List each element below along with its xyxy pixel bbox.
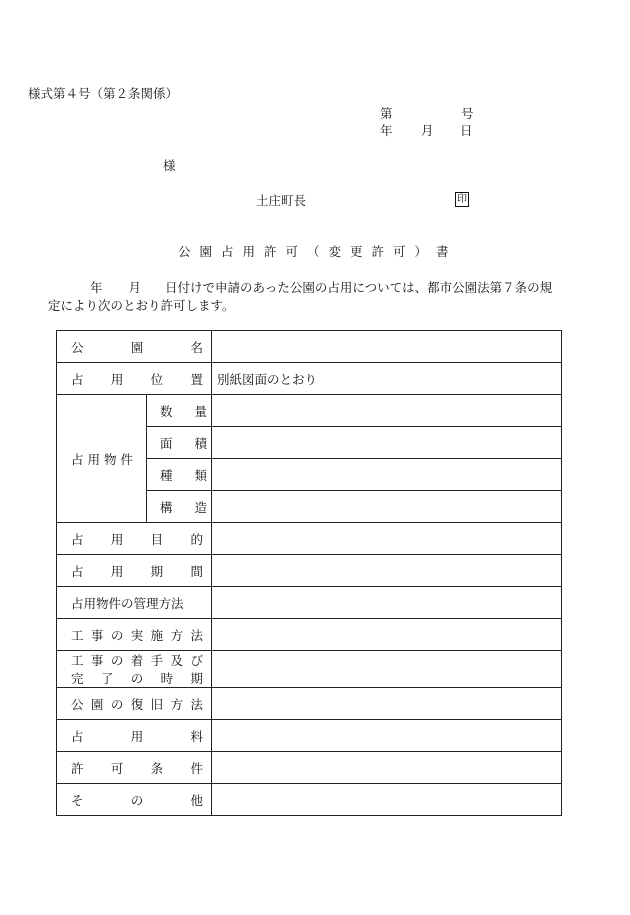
label-char: 用 [130, 728, 144, 744]
construction-method-label [57, 619, 212, 651]
construction-timing-value[interactable] [212, 651, 562, 688]
restoration-value[interactable] [212, 688, 562, 720]
row-conditions [57, 752, 562, 784]
quantity-value[interactable] [212, 395, 562, 427]
label-char: 方 [170, 696, 184, 712]
label-char: 了 [100, 671, 114, 686]
label-char: の [130, 792, 144, 808]
row-restoration [57, 688, 562, 720]
label-char: 的 [190, 531, 203, 547]
location-value[interactable]: 別紙図面のとおり [212, 363, 562, 395]
label-char: 及 [170, 653, 184, 668]
label-char: 施 [150, 627, 164, 643]
label-char: 種 [160, 467, 173, 483]
permit-table [56, 330, 562, 816]
label-char: 法 [190, 627, 203, 643]
label-char: 置 [190, 371, 203, 387]
body-month: 月 [128, 280, 142, 295]
label-char: 他 [190, 792, 204, 808]
area-label [147, 427, 212, 459]
label-char: 事 [90, 653, 104, 668]
quantity-label [147, 395, 212, 427]
structure-value[interactable] [212, 491, 562, 523]
row-management [57, 587, 562, 619]
construction-method-value[interactable] [212, 619, 562, 651]
label-char: 公 [71, 339, 84, 355]
label-char: 用 [110, 371, 124, 387]
label-char: そ [71, 792, 84, 808]
location-label [57, 363, 212, 395]
label-char: 数 [160, 403, 173, 419]
date-year-label: 年 [380, 123, 393, 138]
restoration-label [57, 688, 212, 720]
period-label [57, 555, 212, 587]
row-other [57, 784, 562, 816]
area-value[interactable] [212, 427, 562, 459]
park-name-value[interactable] [212, 331, 562, 363]
seal-stamp: 印 [457, 194, 467, 205]
label-char: の [110, 696, 124, 712]
label-char: 用 [110, 531, 124, 547]
type-value[interactable] [212, 459, 562, 491]
label-char: 占 [71, 563, 84, 579]
label-char: 許 [71, 760, 84, 776]
document-number-suffix: 号 [461, 106, 474, 121]
row-quantity [57, 395, 562, 427]
label-char: 復 [130, 696, 144, 712]
label-char: 構 [160, 499, 173, 515]
label-char: 占 [71, 371, 84, 387]
label-char: 実 [130, 627, 144, 643]
label-char: 時 [160, 671, 174, 686]
row-park-name [57, 331, 562, 363]
label-char: の [110, 653, 124, 668]
date-day-label: 日 [460, 123, 473, 138]
label-char: び [190, 653, 203, 668]
document-title: 公園占用許可（変更許可）書 [178, 244, 458, 259]
management-value[interactable] [212, 587, 562, 619]
label-char: 完 [71, 671, 84, 686]
label-char: 積 [194, 435, 208, 451]
label-char: 位 [150, 371, 164, 387]
row-construction-method [57, 619, 562, 651]
body-text-line1 [48, 278, 588, 296]
management-label: 占用物件の管理方法 [57, 587, 212, 619]
label-char: 占 [71, 728, 84, 744]
label-char: 期 [190, 671, 204, 686]
label-char: 量 [194, 403, 208, 419]
label-char: 園 [90, 696, 104, 712]
label-char: 期 [150, 563, 164, 579]
purpose-value[interactable] [212, 523, 562, 555]
issuer-name: 土庄町長 [256, 193, 307, 208]
label-char: 手 [150, 653, 164, 668]
label-char: 法 [190, 696, 203, 712]
label-char: 工 [71, 627, 84, 643]
label-char: 可 [110, 760, 124, 776]
label-char: 名 [190, 339, 204, 355]
label-char: の [130, 671, 144, 686]
body-line1-rest: 日付けで申請のあった公園の占用については、都市公園法第７条の規 [165, 280, 553, 295]
conditions-value[interactable] [212, 752, 562, 784]
date-month-label: 月 [421, 123, 434, 138]
row-construction-timing [57, 651, 562, 688]
occupied-objects-group-label: 占用物件 [57, 395, 147, 523]
conditions-label [57, 752, 212, 784]
fee-value[interactable] [212, 720, 562, 752]
row-fee [57, 720, 562, 752]
fee-label [57, 720, 212, 752]
period-value[interactable] [212, 555, 562, 587]
label-char: 料 [190, 728, 204, 744]
row-period [57, 555, 562, 587]
body-year: 年 [90, 280, 103, 295]
park-name-label [57, 331, 212, 363]
label-char: の [110, 627, 124, 643]
label-char: 類 [194, 467, 208, 483]
label-char: 園 [130, 339, 144, 355]
other-value[interactable] [212, 784, 562, 816]
row-location [57, 363, 562, 395]
label-char: 工 [71, 653, 84, 668]
type-label [147, 459, 212, 491]
label-char: 用 [110, 563, 124, 579]
label-char: 目 [150, 531, 164, 547]
label-char: 事 [90, 627, 104, 643]
label-char: 件 [190, 760, 203, 776]
body-text-line2: 定により次のとおり許可します。 [48, 298, 235, 313]
label-char: 間 [190, 563, 203, 579]
construction-timing-label [57, 651, 212, 688]
row-purpose [57, 523, 562, 555]
label-char: 条 [150, 760, 164, 776]
other-label [57, 784, 212, 816]
document-number-label: 第 [380, 106, 393, 121]
form-number: 様式第４号（第２条関係） [28, 86, 179, 101]
label-char: 公 [71, 696, 84, 712]
label-char: 方 [170, 627, 184, 643]
label-char: 面 [160, 435, 173, 451]
structure-label [147, 491, 212, 523]
label-char: 造 [194, 499, 208, 515]
label-char: 旧 [150, 696, 164, 712]
label-char: 着 [130, 653, 144, 668]
label-char: 占 [71, 531, 84, 547]
addressee-suffix: 様 [163, 158, 176, 173]
purpose-label [57, 523, 212, 555]
